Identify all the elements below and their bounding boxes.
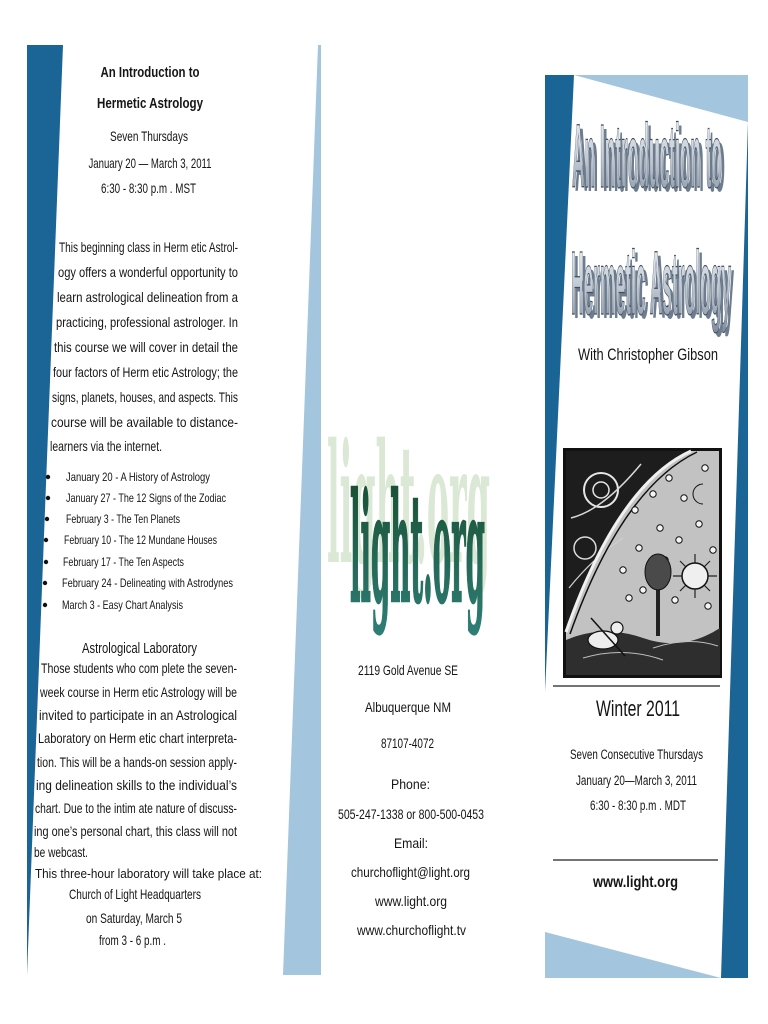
intro-paragraph-line: learners via the internet. [50,438,162,454]
bullet-icon [46,496,50,500]
lab-paragraph-line: tion. This will be a hands-on session apply- [37,754,238,770]
intro-paragraph-line: ogy offers a wonderful opportunity to [58,264,239,280]
lab-paragraph-line: invited to participate in an Astrological [39,707,237,723]
lab-paragraph-line: week course in Herm etic Astrology will be [39,684,238,700]
lab-location-line: on Saturday, March 5 [86,910,183,926]
address-line: 2119 Gold Avenue SE [358,662,458,678]
intro-paragraph-line: learn astrological delineation from a [57,289,239,305]
cover-schedule-line: Seven Consecutive Thursdays [570,747,704,762]
presenter-line: With Christopher Gibson [578,346,718,364]
cover-title-line: An Introduction to [572,107,722,207]
woodcut-star [657,525,663,531]
lab-location-line: from 3 - 6 p.m . [99,932,166,948]
lab-heading: Astrological Laboratory [82,640,198,657]
bullet-icon [43,581,47,585]
website-link[interactable]: www.churchoflight.tv [356,922,466,938]
session-list-item: February 3 - The Ten Planets [66,512,180,526]
cover-title-shadow: An Introduction to [575,111,725,211]
woodcut-star [620,567,626,573]
lab-paragraph-line: be webcast. [34,844,88,860]
lab-paragraph [34,660,237,860]
woodcut-star [650,491,656,497]
cover-schedule-line: January 20—March 3, 2011 [576,773,697,788]
website-link[interactable]: www.light.org [374,893,447,909]
woodcut-tree-canopy [645,554,671,590]
cover-title-line: Hermetic Astrology [571,234,731,334]
session-list-item: January 27 - The 12 Signs of the Zodiac [66,491,226,505]
session-list-item: February 24 - Delineating with Astrodynes [62,576,233,590]
cover-website-link[interactable]: www.light.org [592,874,678,891]
phone-number: 505-247-1338 or 800-500-0453 [338,806,485,822]
woodcut-star [681,495,687,501]
session-list-item: February 17 - The Ten Aspects [63,555,184,569]
bullet-icon [44,560,48,564]
woodcut-star [636,545,642,551]
intro-paragraph-line: practicing, professional astrologer. In [56,314,238,330]
left-schedule-line: January 20 — March 3, 2011 [88,155,212,171]
lab-paragraph-line: ing delineation skills to the individual’s [36,777,237,793]
bullet-icon [43,603,47,607]
intro-paragraph-line: This beginning class in Herm etic Astrol- [59,239,239,255]
bullet-icon [44,538,48,542]
woodcut-star [702,465,708,471]
intro-paragraph [50,239,238,454]
lab-location-line: This three-hour laboratory will take place at: [35,866,262,881]
left-title-line: Hermetic Astrology [97,95,204,112]
left-title-line: An Introduction to [100,64,200,81]
left-schedule-line: Seven Thursdays [110,128,188,144]
season-label: Winter 2011 [596,696,680,721]
lab-location-line: Church of Light Headquarters [69,886,201,902]
email-address[interactable]: churchoflight@light.org [351,864,470,880]
woodcut-traveler-head [611,622,623,634]
woodcut-star [626,595,632,601]
woodcut-star [705,603,711,609]
light-org-logo [327,407,490,637]
woodcut-traveler-body [588,631,618,649]
woodcut-star [666,475,672,481]
lab-paragraph-line: ing one’s personal chart, this class will not [34,823,238,839]
left-schedule-line: 6:30 - 8:30 p.m . MST [101,180,197,196]
address-line: Albuquerque NM [365,699,451,715]
address-line: 87107-4072 [381,735,435,751]
cover-title-shadow: Hermetic Astrology [574,238,734,338]
intro-paragraph-line: four factors of Herm etic Astrology; the [53,364,239,380]
intro-paragraph-line: signs, planets, houses, and aspects. This [52,389,238,405]
logo-watermark: light.org [327,407,490,601]
session-list-item: January 20 - A History of Astrology [66,470,210,484]
bullet-icon [45,517,49,521]
woodcut-star [696,521,702,527]
woodcut-sun-disc [682,563,708,589]
phone-label: Phone: [391,776,430,792]
woodcut-star [632,507,638,513]
flammarion-woodcut-image [565,450,721,677]
intro-paragraph-line: this course we will cover in detail the [54,339,239,355]
cover-schedule-line: 6:30 - 8:30 p.m . MDT [590,798,686,813]
woodcut-star [672,597,678,603]
lab-paragraph-line: Laboratory on Herm etic chart interpreta- [38,730,238,746]
lab-paragraph-line: Those students who com plete the seven- [41,660,238,676]
email-label: Email: [394,835,428,851]
woodcut-star [676,537,682,543]
intro-paragraph-line: course will be available to distance- [51,414,239,430]
logo-text: light.org [350,461,485,637]
lab-paragraph-line: chart. Due to the intim ate nature of discuss- [35,800,238,816]
woodcut-star [710,547,716,553]
session-list-item: February 10 - The 12 Mundane Houses [64,533,217,547]
bullet-icon [46,475,50,479]
session-list-item: March 3 - Easy Chart Analysis [62,598,183,612]
woodcut-star [640,587,646,593]
